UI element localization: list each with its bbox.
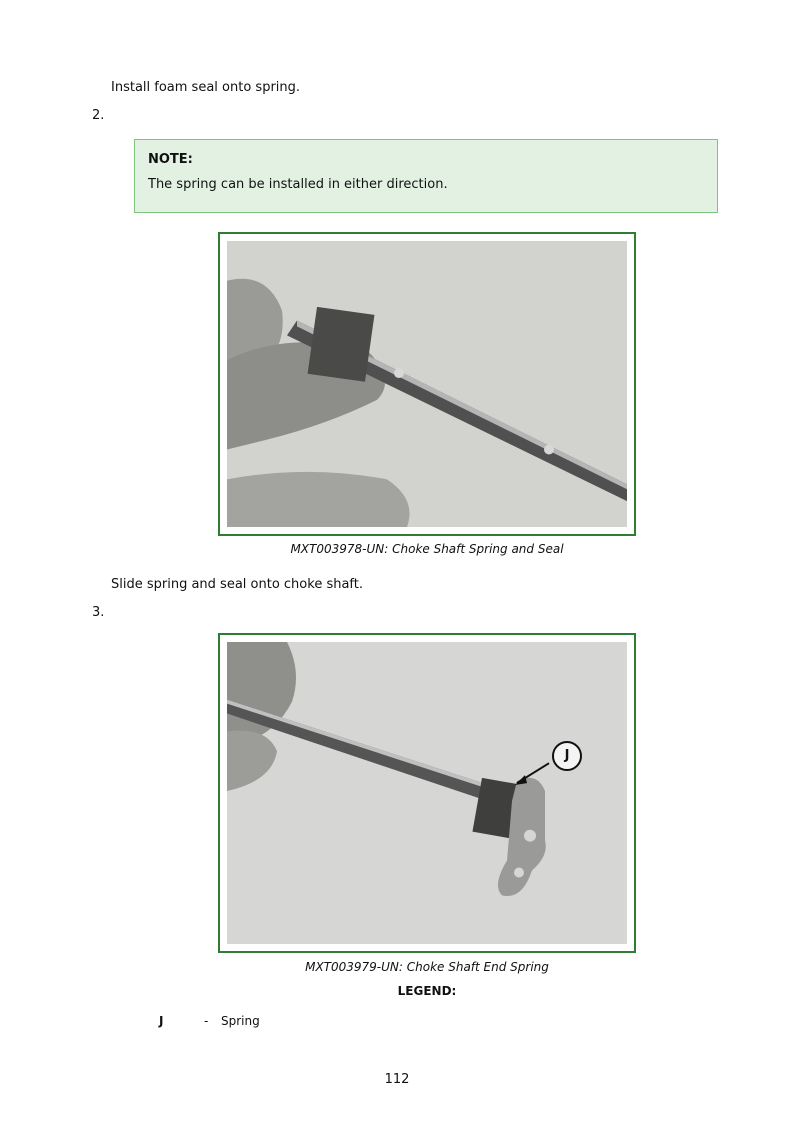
note-title: NOTE:	[148, 152, 193, 167]
callout-j: J	[552, 741, 582, 771]
legend-label: Spring	[221, 1014, 260, 1028]
legend-title: LEGEND:	[397, 984, 457, 998]
step-text-slide-spring: Slide spring and seal onto choke shaft.	[111, 577, 364, 592]
legend-key: J	[159, 1014, 164, 1028]
figure-1-caption: MXT003978-UN: Choke Shaft Spring and Seal	[290, 542, 564, 556]
legend-dash: -	[204, 1014, 209, 1028]
note-body: The spring can be installed in either direction.	[148, 177, 448, 192]
figure-2-frame	[218, 633, 636, 953]
step-text-install-foam-seal: Install foam seal onto spring.	[111, 80, 301, 95]
step-number-2: 2.	[92, 108, 105, 123]
figure-2-caption: MXT003979-UN: Choke Shaft End Spring	[305, 960, 549, 974]
step-number-3: 3.	[92, 605, 105, 620]
page-number: 112	[384, 1072, 410, 1087]
figure-1-frame	[218, 232, 636, 536]
figure-2-photo	[227, 642, 627, 944]
figure-1-photo	[227, 241, 627, 527]
note-box	[134, 139, 718, 213]
